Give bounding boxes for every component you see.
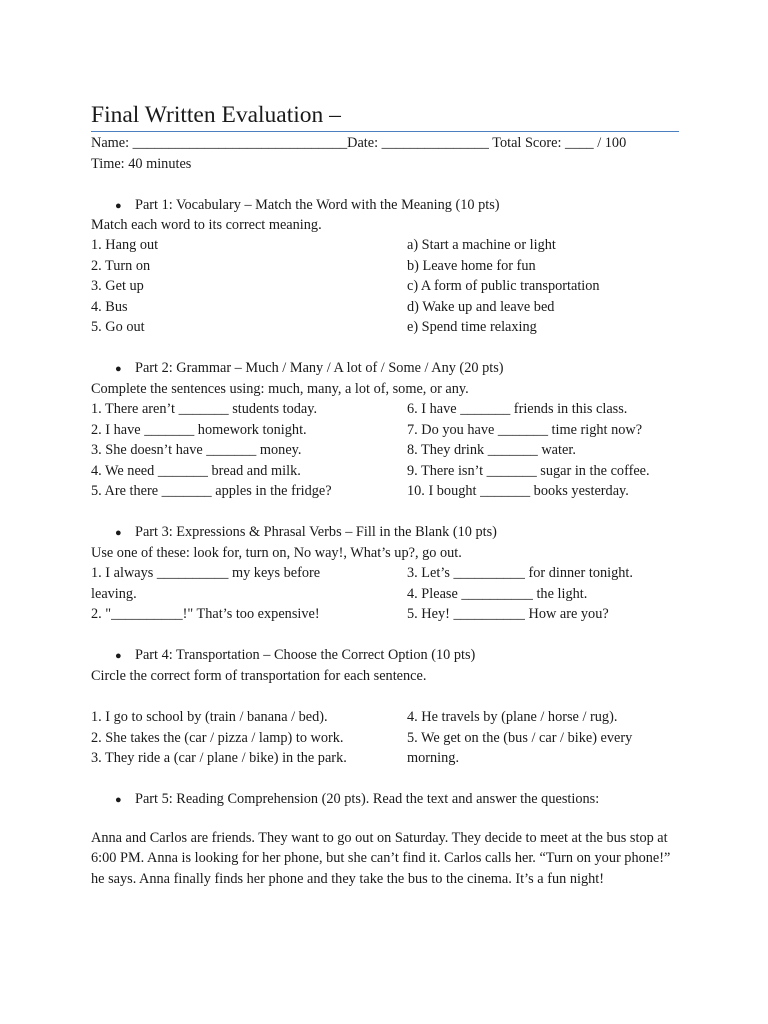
part3-heading: ● Part 3: Expressions & Phrasal Verbs – Fill in the Blank (10 pts) — [115, 522, 497, 543]
part2-question: 9. There isn’t _______ sugar in the coffee. — [407, 463, 650, 479]
part1-meaning: b) Leave home for fun — [407, 258, 536, 274]
title-underline — [91, 131, 679, 132]
part2-question: 7. Do you have _______ time right now? — [407, 422, 643, 438]
part3-instruction: Use one of these: look for, turn on, No way!, What’s up?, go out. — [91, 545, 462, 561]
part2-question: 3. She doesn’t have _______ money. — [91, 442, 302, 458]
part2-instruction: Complete the sentences using: much, many, a lot of, some, or any. — [91, 381, 469, 397]
part1-instruction: Match each word to its correct meaning. — [91, 217, 322, 233]
part3-question: 4. Please __________ the light. — [407, 586, 588, 602]
part3-question: 2. "__________!" That’s too expensive! — [91, 606, 320, 622]
part4-question: 5. We get on the (bus / car / bike) every — [407, 730, 633, 746]
part2-question: 5. Are there _______ apples in the fridge? — [91, 483, 332, 499]
bullet-icon: ● — [115, 363, 122, 375]
part1-word: 5. Go out — [91, 319, 145, 335]
part4-question: 1. I go to school by (train / banana / bed). — [91, 709, 328, 725]
part1-word: 4. Bus — [91, 299, 128, 315]
part2-question: 1. There aren’t _______ students today. — [91, 401, 318, 417]
bullet-icon: ● — [115, 200, 122, 212]
part5-heading: ● Part 5: Reading Comprehension (20 pts). Read the text and answer the questions: — [115, 789, 599, 810]
part3-question: 3. Let’s __________ for dinner tonight. — [407, 565, 633, 581]
part1-meaning: a) Start a machine or light — [407, 237, 556, 253]
time-limit: Time: 40 minutes — [91, 156, 192, 172]
part1-word: 1. Hang out — [91, 237, 159, 253]
part3-question: 1. I always __________ my keys before — [91, 565, 321, 581]
part4-instruction: Circle the correct form of transportation for each sentence. — [91, 668, 427, 684]
student-info-line: Name: ______________________________Date: _______________ Total Score: ____ / 100 — [91, 135, 627, 151]
part1-meaning: e) Spend time relaxing — [407, 319, 537, 335]
part2-question: 2. I have _______ homework tonight. — [91, 422, 307, 438]
part4-question: 2. She takes the (car / pizza / lamp) to work. — [91, 730, 344, 746]
part4-question: 3. They ride a (car / plane / bike) in the park. — [91, 750, 347, 766]
part1-word: 3. Get up — [91, 278, 144, 294]
part2-question: 6. I have _______ friends in this class. — [407, 401, 628, 417]
bullet-icon: ● — [115, 527, 122, 539]
page-title: Final Written Evaluation – — [91, 102, 341, 128]
part2-question: 10. I bought _______ books yesterday. — [407, 483, 629, 499]
part2-question: 4. We need _______ bread and milk. — [91, 463, 301, 479]
part1-heading: ● Part 1: Vocabulary – Match the Word with the Meaning (10 pts) — [115, 195, 500, 216]
bullet-icon: ● — [115, 794, 122, 806]
part1-word: 2. Turn on — [91, 258, 151, 274]
part4-question: 4. He travels by (plane / horse / rug). — [407, 709, 618, 725]
part2-question: 8. They drink _______ water. — [407, 442, 576, 458]
part4-heading: ● Part 4: Transportation – Choose the Correct Option (10 pts) — [115, 645, 475, 666]
reading-passage: Anna and Carlos are friends. They want to go out on Saturday. They decide to meet at the bus stop at 6:00 PM. Anna is looking for her phone, but she can’t find it. Carlos calls her. “Turn on your phone!” he says. Anna finally finds her phone and they take the bus to the cinema. It’s a fun night! — [91, 830, 671, 887]
part2-heading: ● Part 2: Grammar – Much / Many / A lot of / Some / Any (20 pts) — [115, 358, 504, 379]
part3-question-continued: leaving. — [91, 586, 137, 602]
part4-question-continued: morning. — [407, 750, 460, 766]
part1-meaning: d) Wake up and leave bed — [407, 299, 555, 315]
part1-meaning: c) A form of public transportation — [407, 278, 600, 294]
part3-question: 5. Hey! __________ How are you? — [407, 606, 609, 622]
bullet-icon: ● — [115, 650, 122, 662]
